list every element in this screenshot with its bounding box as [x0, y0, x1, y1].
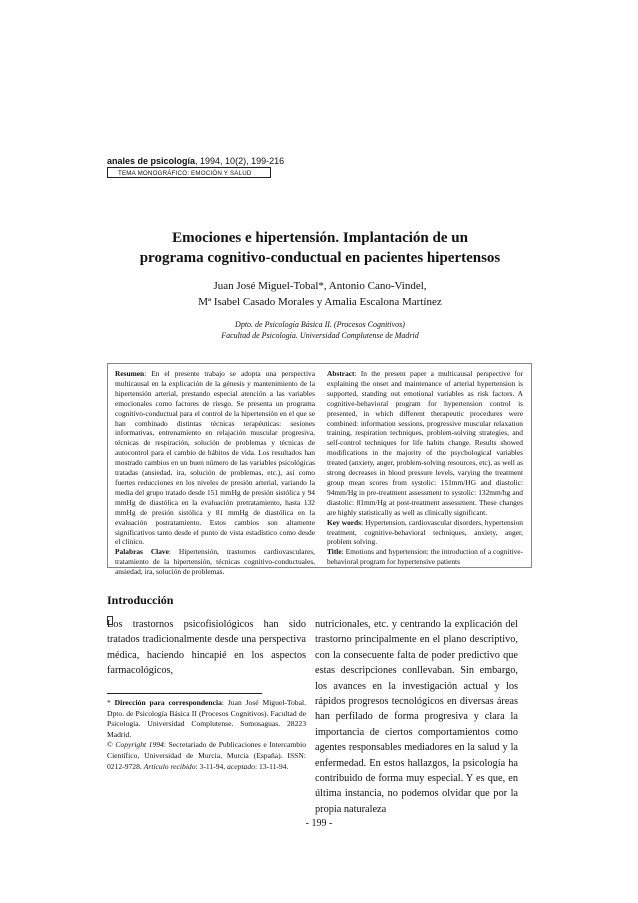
page-number: - 199 - [305, 818, 333, 829]
english-title-label: Title [327, 547, 342, 557]
copyright-symbol: © [107, 740, 113, 750]
section-title-introduccion: Introducción [107, 593, 174, 607]
section-tag: TEMA MONOGRÁFICO: EMOCIÓN Y SALUD [107, 167, 271, 178]
english-title-text: : Emotions and hypertension: the introduction of a cognitive-behavioral program for hypertensive patients [327, 547, 523, 567]
accepted-date: : 13-11-94. [254, 761, 289, 771]
footnote-rule [107, 693, 262, 694]
article-title-line-2: programa cognitivo-conductual en pacientes hipertensos [139, 250, 501, 266]
palabras-clave-label: Palabras Clave [115, 547, 169, 557]
abstract-text: : In the present paper a multicausal perspective for explaining the onset and maintenance of arterial hypertension is supported, standing out emotional variables as risk factors. A cognitive-behavioral program for hypertension control is presented, in which different therapeutic procedures were combined: information sessions, progressive muscular relaxation training, respiration techniques, problem-solving strategies, and self-control techniques for life habits change. Results showed modifications in the majority of the psychological variables treated (anxiety, anger, problem-solving resources, etc), as well as strong decreases in blood pressure levels, varying the treatment group mean scores from systolic: 151mm/HG and diastolic: 94mm/Hg in pre-treatment assessment to systolic: 132mm/hg and diastolic: 81mm/Hg at post-treatment assessment. These changes are highly statistically as well as clinically significant. [327, 369, 523, 517]
journal-name: anales de psicología [107, 156, 196, 166]
body-left-column: Los trastornos psicofisiológicos han sido tratados tradicionalmente desde una perspectiva médica, haciendo hincapié en los aspectos farmacológicos, [107, 619, 306, 677]
footnote [107, 698, 306, 772]
journal-citation [107, 156, 284, 167]
resumen-text: : En el presente trabajo se adopta una perspectiva multicausal en la explicación de la génesis y mantenimiento de la hipertensión arterial, prestando especial atención a las variables emocionales como factores de riesgo. Se presenta un programa cognitivo-conductual para el control de la hipertensión en el que se han combinado distintas técnicas terapéuticas: sesiones informativas, entrenamiento en relajación muscular progresiva, técnicas de respiración, solución de problemas y técnicas de autocontrol para el cambio de hábitos de vida. Los resultados han mostrado cambios en un buen número de las variables psicológicas tratadas (ansiedad, ira, solución de problemas, etc.), así como fuertes reducciones en los niveles de presión arterial, variando la media del grupo tratado desde 151 mmHg de presión sistólica y 94 mmHg de diastólica en la evaluación pretratamiento, hasta 132 mmHg de presión sistólica y 81 mmHg de diastólica en la evaluación postratamiento. Estos cambios son altamente significativos tanto desde el punto de vista estadístico como desde el clínico. [115, 369, 315, 547]
affiliation-line-1: Dpto. de Psicología Básica II. (Procesos Cognitivos) [235, 320, 405, 329]
article-title-line-1: Emociones e hipertensión. Implantación de un [172, 230, 468, 246]
footnote-star: * [107, 698, 111, 707]
accepted-label: aceptado [227, 761, 255, 771]
resumen-label: Resumen [115, 369, 145, 378]
palabras-clave-text: : Hipertensión, trastornos cardiovasculares, tratamiento de la hipertensión, técnicas cognitivo-conductuales, ansiedad, ira, solución de problemas. [115, 547, 315, 577]
key-words-label: Key words [327, 517, 362, 527]
copyright-text: : Secretariado de Publicaciones e Intercambio Científico, Universidad de Murcia, Murcia (España). ISSN: 0212-9728. [107, 740, 307, 771]
abstract-english [327, 369, 523, 567]
correspondence-label: Dirección para correspondencia [114, 698, 222, 707]
correspondence-text: : Juan José Miguel-Tobal. Dpto. de Psicología Básica II (Procesos Cognitivos). Facultad de Psicología. Universidad Complutense. Somosaguas. 28223 Madrid. [107, 698, 306, 739]
affiliation-line-2: Facultad de Psicología. Universidad Complutense de Madrid [221, 331, 419, 340]
received-date: : 3-11-94, [195, 761, 226, 771]
authors-line-2: Mª Isabel Casado Morales y Amalia Escalona Martínez [198, 296, 442, 308]
received-label: Artículo recibido [143, 761, 196, 771]
abstract-spanish [115, 369, 315, 577]
abstract-label: Abstract [327, 369, 355, 378]
journal-volume: , 1994, 10(2), 199-216 [195, 156, 285, 166]
copyright-label: Copyright 1994 [115, 740, 164, 750]
authors-line-1: Juan José Miguel-Tobal*, Antonio Cano-Vindel, [213, 280, 427, 292]
key-words-text: : Hypertension, cardiovascular disorders, hypertension treatment, cognitive-behavioral techniques, anxiety, anger, problem solving. [327, 517, 523, 547]
body-right-column: nutricionales, etc. y centrando la explicación del trastorno principalmente en el plano descriptivo, con la consecuente falta de poder predictivo que estas descripciones conllevaban. Sin embargo, los avances en la investigación actual y los rápidos progresos tecnológicos en diversas áreas han perfilado de forma progresiva y clara la importancia de ciertos comportamientos como agentes responsables mediadores en la salud y la enfermedad. En estos hallazgos, la psicología ha contribuido de forma muy especial. Y es que, en última instancia, no podemos olvidar que por la propia naturaleza [315, 619, 518, 815]
